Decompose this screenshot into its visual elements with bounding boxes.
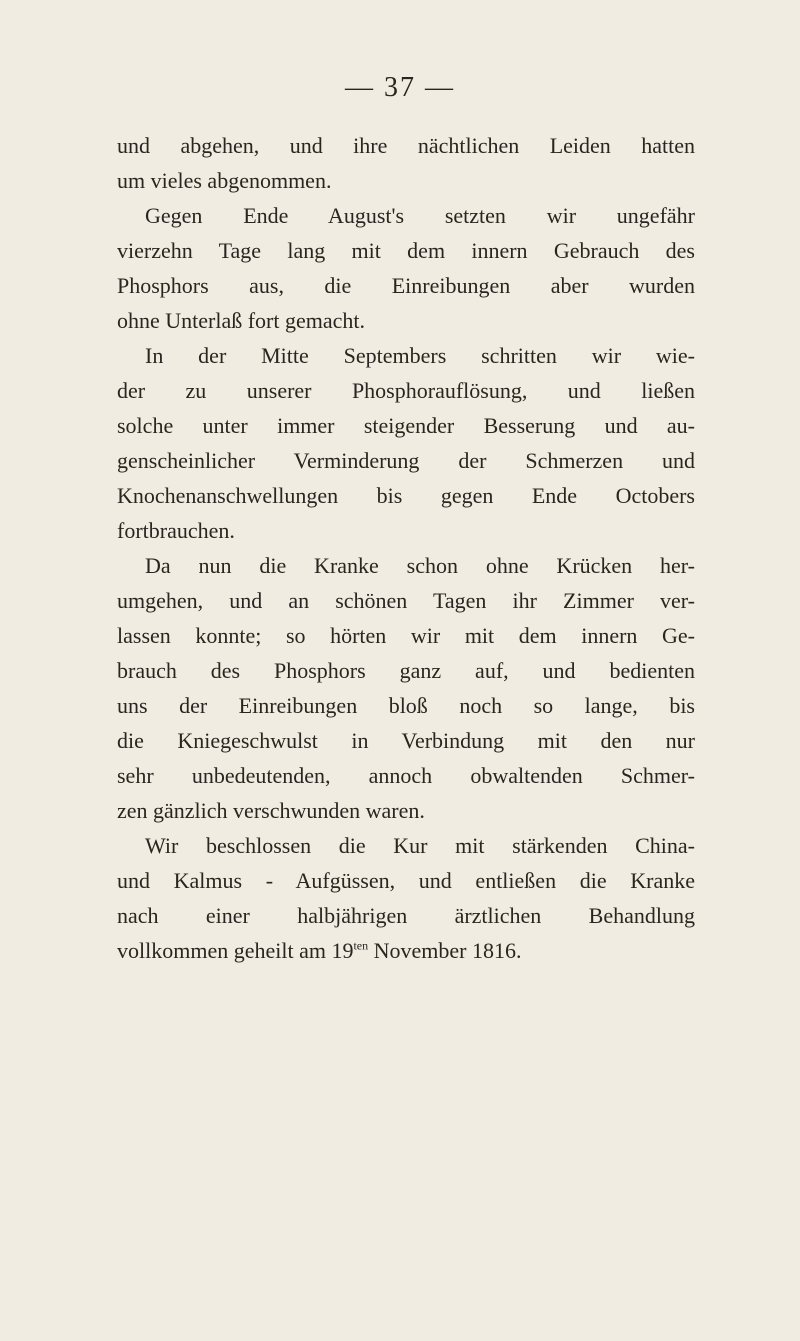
- text-line: die Kniegeschwulst in Verbindung mit den nur: [117, 728, 695, 753]
- text-line: Da nun die Kranke schon ohne Krücken her-: [145, 553, 695, 578]
- text-line: lassen konnte; so hörten wir mit dem innern Ge-: [117, 623, 695, 648]
- text-line: uns der Einreibungen bloß noch so lange, bis: [117, 693, 695, 718]
- text-line: genscheinlicher Verminderung der Schmerzen und: [117, 448, 695, 473]
- text-line: Phosphors aus, die Einreibungen aber wurden: [117, 273, 695, 298]
- text-line: um vieles abgenommen.: [117, 168, 332, 193]
- text-line: fortbrauchen.: [117, 518, 235, 543]
- final-line-text: vollkommen geheilt am 19: [117, 938, 354, 963]
- text-line: ohne Unterlaß fort gemacht.: [117, 308, 366, 333]
- text-line: und abgehen, und ihre nächtlichen Leiden hatten: [117, 133, 695, 158]
- final-line-tail: November 1816.: [368, 938, 522, 963]
- text-line: umgehen, und an schönen Tagen ihr Zimmer ver-: [117, 588, 695, 613]
- text-line: sehr unbedeutenden, annoch obwaltenden Schmer-: [117, 763, 695, 788]
- text-line: vierzehn Tage lang mit dem innern Gebrauch des: [117, 238, 695, 263]
- text-line: und Kalmus - Aufgüssen, und entließen die Kranke: [117, 868, 695, 893]
- page-body: [117, 128, 695, 968]
- text-line: der zu unserer Phosphorauflösung, und ließen: [117, 378, 695, 403]
- text-line: Knochenanschwellungen bis gegen Ende Octobers: [117, 483, 695, 508]
- text-line: Gegen Ende August's setzten wir ungefähr: [145, 203, 695, 228]
- text-line: zen gänzlich verschwunden waren.: [117, 798, 425, 823]
- text-line: Wir beschlossen die Kur mit stärkenden China-: [145, 833, 695, 858]
- text-line: solche unter immer steigender Besserung und au-: [117, 413, 695, 438]
- text-line-final: [117, 933, 695, 968]
- ordinal-superscript: ten: [353, 938, 369, 953]
- page-number: — 37 —: [345, 72, 455, 103]
- text-line: brauch des Phosphors ganz auf, und bedienten: [117, 658, 695, 683]
- text-line: nach einer halbjährigen ärztlichen Behandlung: [117, 903, 695, 928]
- text-line: In der Mitte Septembers schritten wir wie-: [145, 343, 695, 368]
